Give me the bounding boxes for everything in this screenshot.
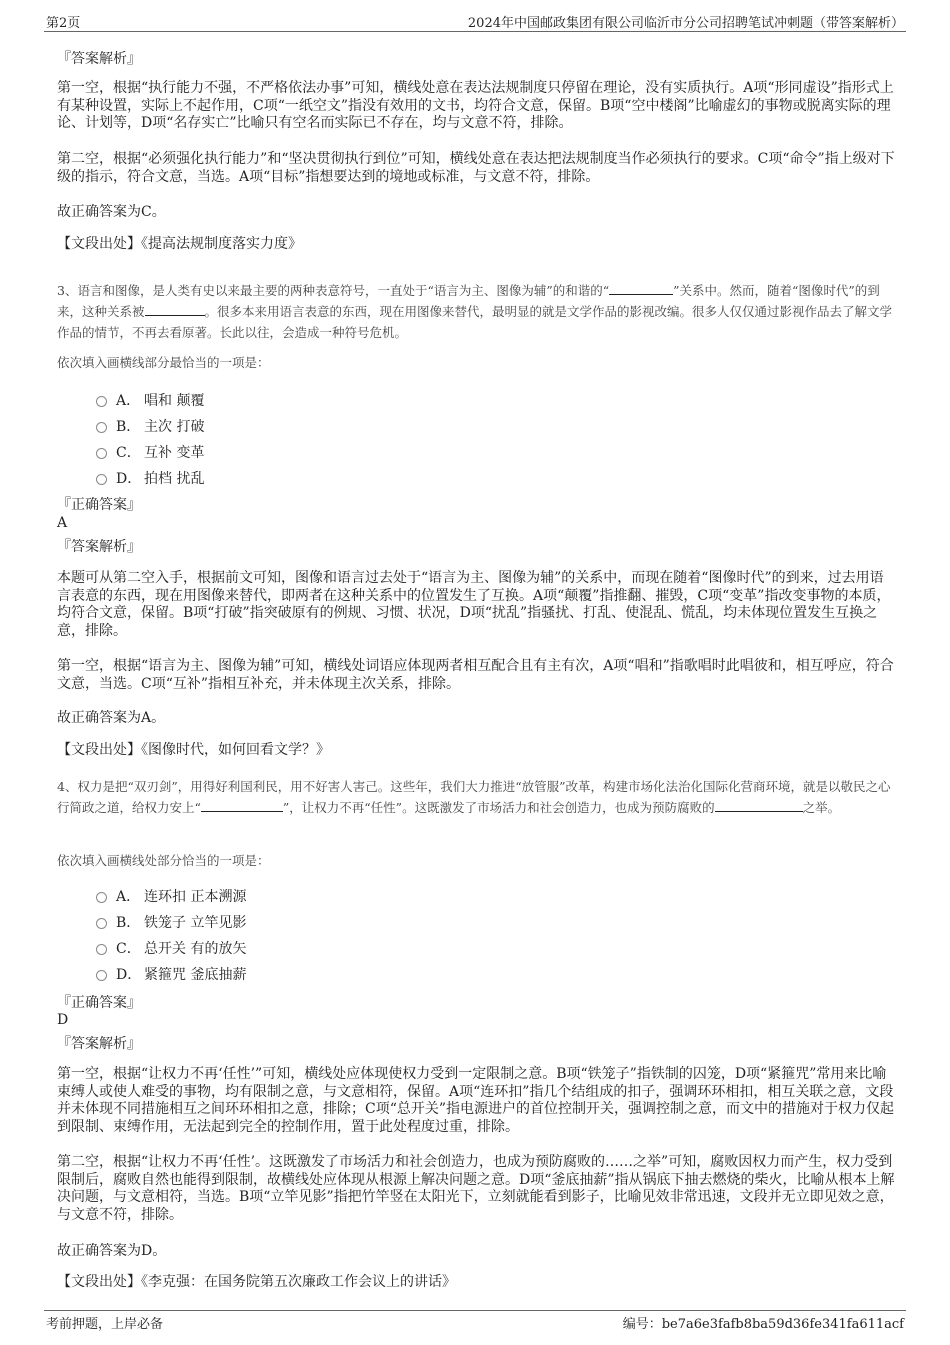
radio-icon[interactable]	[96, 448, 107, 459]
q3-answer-label: 『正确答案』	[57, 497, 141, 513]
radio-icon[interactable]	[96, 396, 107, 407]
document-title: 2024年中国邮政集团有限公司临沂市分公司招聘笔试冲刺题（带答案解析）	[467, 16, 904, 31]
q3-analysis-label: 『答案解析』	[57, 539, 141, 555]
q4-answer: D	[57, 1012, 69, 1028]
q3-instruction: 依次填入画横线部分最恰当的一项是：	[57, 355, 270, 370]
q4-stem-part-2: ”，让权力不再“任性”。这既激发了市场活力和社会创造力，也成为预防腐败的	[282, 800, 715, 815]
footer-divider	[44, 1310, 906, 1311]
q3-analysis-paragraph-2: 第一空，根据“语言为主、图像为辅”可知，横线处词语应体现两者相互配合且有主有次，A项“唱和”指歌唱时此唱彼和，相互呼应，符合文意，当选。C项“互补”指相互补充，并未体现主次关系，排除。	[57, 658, 894, 692]
q3-conclusion: 故正确答案为A。	[57, 710, 166, 726]
q2-analysis-label: 『答案解析』	[57, 51, 141, 67]
radio-icon[interactable]	[96, 944, 107, 955]
radio-icon[interactable]	[96, 970, 107, 981]
q3-stem-part-3: 。很多本来用语言表意的东西，现在用图像来替代，最明显的就是文学作品的影视改编。很多人仅仅通过影视作品去了解文学作品的情节，不再去看原著。长此以往，会造成一种符号危机。	[57, 304, 893, 340]
q4-analysis-paragraph-1: 第一空，根据“让权力不再‘任性’”可知，横线处应体现使权力受到一定限制之意。B项“铁笼子”指铁制的囚笼，D项“紧箍咒”常用来比喻束缚人或使人难受的事物，均有限制之意，与文意相符，保留。A项“连环扣”指几个结组成的扣子，强调环环相扣，相互关联之意，文段并未体现不同措施相互之间环环相扣之意，排除；C项“总开关”指电源进户的首位控制开关，强调控制之意，而文中的措施对于权力仅起到限制、束缚作用，无法起到完全的控制作用，置于此处程度过重，排除。	[57, 1066, 895, 1135]
q2-source: 【文段出处】《提高法规制度落实力度》	[57, 236, 302, 252]
header-divider	[44, 31, 906, 32]
q3-stem-part-2: ”关系中。然而，随着“图像时代”的到来，这种关系被	[57, 283, 880, 319]
radio-icon[interactable]	[96, 474, 107, 485]
q4-blank-1[interactable]	[201, 799, 283, 812]
q4-option-c[interactable]: C． 总开关 有的放矢	[96, 938, 246, 958]
q4-analysis-paragraph-2: 第二空，根据“让权力不再‘任性’。这既激发了市场活力和社会创造力，也成为预防腐败的……之举”可知，腐败因权力而产生，权力受到限制后，腐败自然也能得到限制，故横线处应体现从根源上解决问题之意。D项“釜底抽薪”指从锅底下抽去燃烧的柴火，比喻从根本上解决问题，与文意相符，当选。B项“立竿见影”指把竹竿竖在太阳光下，立刻就能看到影子，比喻见效非常迅速，文段并无立即见效之意，与文意不符，排除。	[57, 1154, 895, 1223]
q4-stem-part-1: 4、权力是把“双刃剑”，用得好利国利民，用不好害人害己。这些年，我们大力推进“放管服”改革，构建市场化法治化国际化营商环境，就是以敬民之心行简政之道，给权力安上“	[57, 779, 891, 815]
q2-analysis-paragraph-1: 第一空，根据“执行能力不强，不严格依法办事”可知，横线处意在表达法规制度只停留在理论，没有实质执行。A项“形同虚设”指形式上有某种设置，实际上不起作用，C项“一纸空文”指没有效用的文书，均符合文意，保留。B项“空中楼阁”比喻虚幻的事物或脱离实际的理论、计划等，D项“名存实亡”比喻只有空名而实际已不存在，均与文意不符，排除。	[57, 80, 894, 131]
q2-conclusion: 故正确答案为C。	[57, 204, 166, 220]
q3-stem	[57, 280, 897, 343]
footer-slogan: 考前押题，上岸必备	[46, 1317, 164, 1332]
q3-answer: A	[57, 515, 68, 531]
q3-stem-part-1: 3、语言和图像，是人类有史以来最主要的两种表意符号，一直处于“语言为主、图像为辅”的和谐的“	[57, 283, 610, 298]
q3-option-c[interactable]: C． 互补 变革	[96, 442, 204, 462]
radio-icon[interactable]	[96, 422, 107, 433]
q4-analysis-label: 『答案解析』	[57, 1036, 141, 1052]
q3-blank-1[interactable]	[609, 282, 673, 295]
q4-instruction: 依次填入画横线处部分恰当的一项是：	[57, 853, 270, 868]
document-id: 编号：be7a6e3fafb8ba59d36fe341fa611acf	[622, 1317, 904, 1332]
q3-analysis-paragraph-1: 本题可从第二空入手，根据前文可知，图像和语言过去处于“语言为主、图像为辅”的关系中，而现在随着“图像时代”的到来，过去用语言表意的东西，现在用图像来替代，即两者在这种关系中的位置发生了互换。A项“颠覆”指推翻、摧毁，C项“变革”指改变事物的本质，均符合文意，保留。B项“打破”指突破原有的例规、习惯、状况，D项“扰乱”指骚扰、打乱、使混乱、慌乱，均未体现位置发生互换之意，排除。	[57, 570, 891, 639]
q3-option-b[interactable]: B． 主次 打破	[96, 416, 204, 436]
page-number: 第2页	[46, 16, 81, 31]
q2-analysis-paragraph-2: 第二空，根据“必须强化执行能力”和“坚决贯彻执行到位”可知，横线处意在表达把法规制度当作必须执行的要求。C项“命令”指上级对下级的指示，符合文意，当选。A项“目标”指想要达到的境地或标准，与文意不符，排除。	[57, 151, 895, 185]
q4-conclusion: 故正确答案为D。	[57, 1243, 167, 1259]
radio-icon[interactable]	[96, 892, 107, 903]
q4-stem-part-3: 之举。	[802, 800, 841, 815]
q4-option-a[interactable]: A． 连环扣 正本溯源	[96, 886, 246, 906]
q4-stem	[57, 776, 897, 818]
q3-source: 【文段出处】《图像时代，如何回看文学？》	[57, 742, 330, 758]
q4-source: 【文段出处】《李克强：在国务院第五次廉政工作会议上的讲话》	[57, 1274, 456, 1290]
q3-option-d[interactable]: D． 拍档 扰乱	[96, 468, 204, 488]
q4-option-d[interactable]: D． 紧箍咒 釜底抽薪	[96, 964, 246, 984]
q3-option-a[interactable]: A． 唱和 颠覆	[96, 390, 204, 410]
q4-answer-label: 『正确答案』	[57, 995, 141, 1011]
radio-icon[interactable]	[96, 918, 107, 929]
q3-blank-2[interactable]	[145, 303, 205, 316]
q4-blank-2[interactable]	[715, 799, 803, 812]
q4-option-b[interactable]: B． 铁笼子 立竿见影	[96, 912, 246, 932]
